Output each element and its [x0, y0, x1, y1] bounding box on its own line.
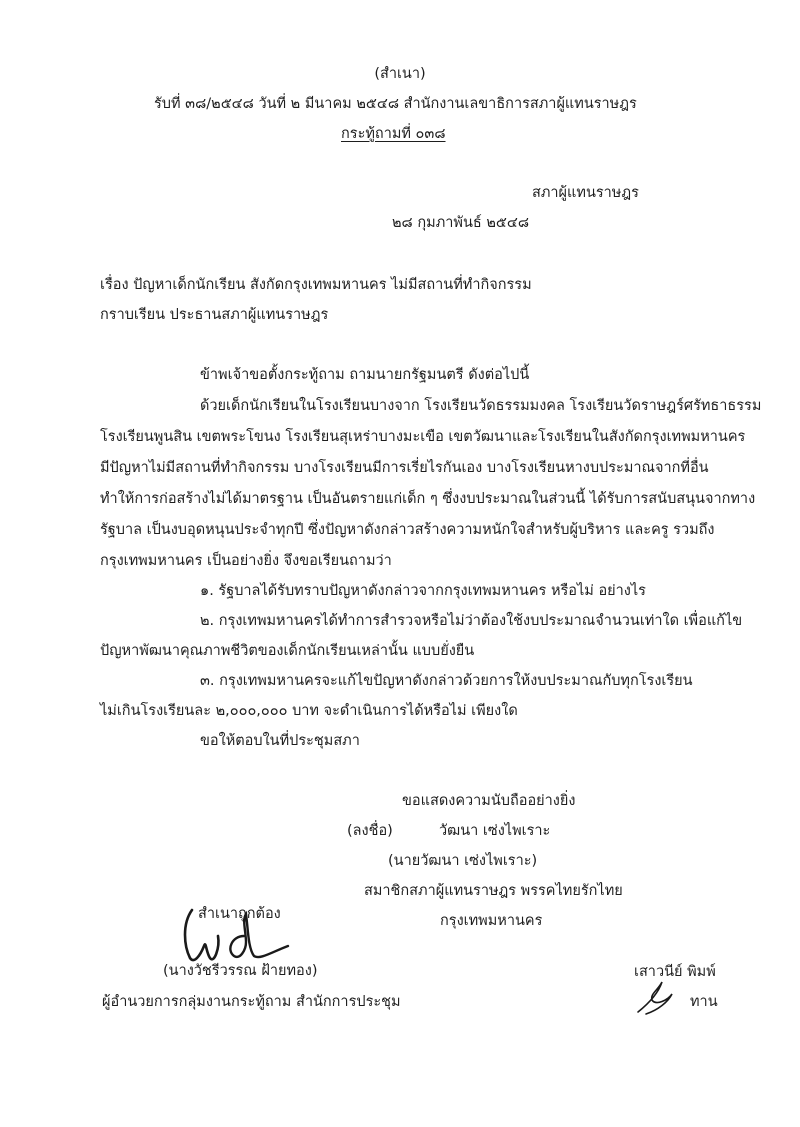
typist-label: เสาวนีย์ พิมพ์ [634, 964, 716, 980]
certifier-name: (นางวัชรีวรรณ ฝ้ายทอง) [163, 963, 318, 979]
letter-date: ๒๘ กุมภาพันธ์ ๒๕๔๘ [392, 215, 530, 231]
subject-line: เรื่อง ปัญหาเด็กนักเรียน สังกัดกรุงเทพมหานคร ไม่มีสถานที่ทำกิจกรรม [100, 277, 532, 293]
question-2-cont: ปัญหาพัฒนาคุณภาพชีวิตของเด็กนักเรียนเหล่านั้น แบบยั่งยืน [100, 643, 475, 659]
signed-name: วัฒนา เซ่งไพเราะ [439, 823, 551, 839]
paragraph-line: รัฐบาล เป็นงบอุดหนุนประจำทุกปี ซึ่งปัญหาดังกล่าวสร้างความหนักใจสำหรับผู้บริหาร และครู รวมถึง [100, 522, 715, 538]
certifier-title: ผู้อำนวยการกลุ่มงานกระทู้ถาม สำนักการประชุม [102, 994, 401, 1010]
paragraph-line: มีปัญหาไม่มีสถานที่ทำกิจกรรม บางโรงเรียนมีการเรี่ยไรกันเอง บางโรงเรียนหางบประมาณจากที่อื่น [100, 460, 709, 476]
copy-label: (สำเนา) [374, 66, 426, 82]
paragraph-line: ด้วยเด็กนักเรียนในโรงเรียนบางจาก โรงเรียนวัดธรรมมงคล โรงเรียนวัดราษฎร์ศรัทธาธรรม [200, 398, 762, 414]
paragraph-line: ทำให้การก่อสร้างไม่ได้มาตรฐาน เป็นอันตรายแก่เด็ก ๆ ซึ่งงบประมาณในส่วนนี้ ได้รับการสนับสนุนจากทาง [100, 491, 756, 507]
typist-initials [628, 976, 684, 1016]
province-line: กรุงเทพมหานคร [440, 913, 543, 929]
position-line: สมาชิกสภาผู้แทนราษฎร พรรคไทยรักไทย [364, 883, 623, 899]
typist-check: ทาน [690, 994, 718, 1010]
regards-line: ขอแสดงความนับถืออย่างยิ่ง [402, 793, 576, 809]
salutation: กราบเรียน ประธานสภาผู้แทนราษฎร [100, 307, 329, 323]
paragraph-line: โรงเรียนพูนสิน เขตพระโขนง โรงเรียนสุเหร่าบางมะเขือ เขตวัฒนาและโรงเรียนในสังกัดกรุงเทพมหานคร [100, 429, 746, 445]
sign-prefix: (ลงชื่อ) [347, 823, 393, 839]
receipt-line: รับที่ ๓๘/๒๕๔๘ วันที่ ๒ มีนาคม ๒๕๔๘ สำนักงานเลขาธิการสภาผู้แทนราษฎร [154, 96, 637, 112]
intro-line: ข้าพเจ้าขอตั้งกระทู้ถาม ถามนายกรัฐมนตรี ดังต่อไปนี้ [200, 367, 530, 383]
question-2: ๒. กรุงเทพมหานครได้ทำการสำรวจหรือไม่ว่าต้องใช้งบประมาณจำนวนเท่าใด เพื่อแก้ไข [200, 613, 743, 629]
question-3: ๓. กรุงเทพมหานครจะแก้ไขปัญหาดังกล่าวด้วยการให้งบประมาณกับทุกโรงเรียน [200, 673, 693, 689]
letterhead-org: สภาผู้แทนราษฎร [532, 185, 639, 201]
certification-label: สำเนาถูกต้อง [198, 906, 281, 922]
question-3-cont: ไม่เกินโรงเรียนละ ๒,๐๐๐,๐๐๐ บาท จะดำเนินการได้หรือไม่ เพียงใด [100, 703, 518, 719]
question-1: ๑. รัฐบาลได้รับทราบปัญหาดังกล่าวจากกรุงเทพมหานคร หรือไม่ อย่างไร [200, 583, 646, 599]
full-name: (นายวัฒนา เซ่งไพเราะ) [388, 853, 538, 869]
paragraph-line: กรุงเทพมหานคร เป็นอย่างยิ่ง จึงขอเรียนถามว่า [100, 553, 392, 569]
question-number: กระทู้ถามที่ ๐๓๘ [341, 126, 446, 142]
closing-request: ขอให้ตอบในที่ประชุมสภา [200, 733, 360, 749]
